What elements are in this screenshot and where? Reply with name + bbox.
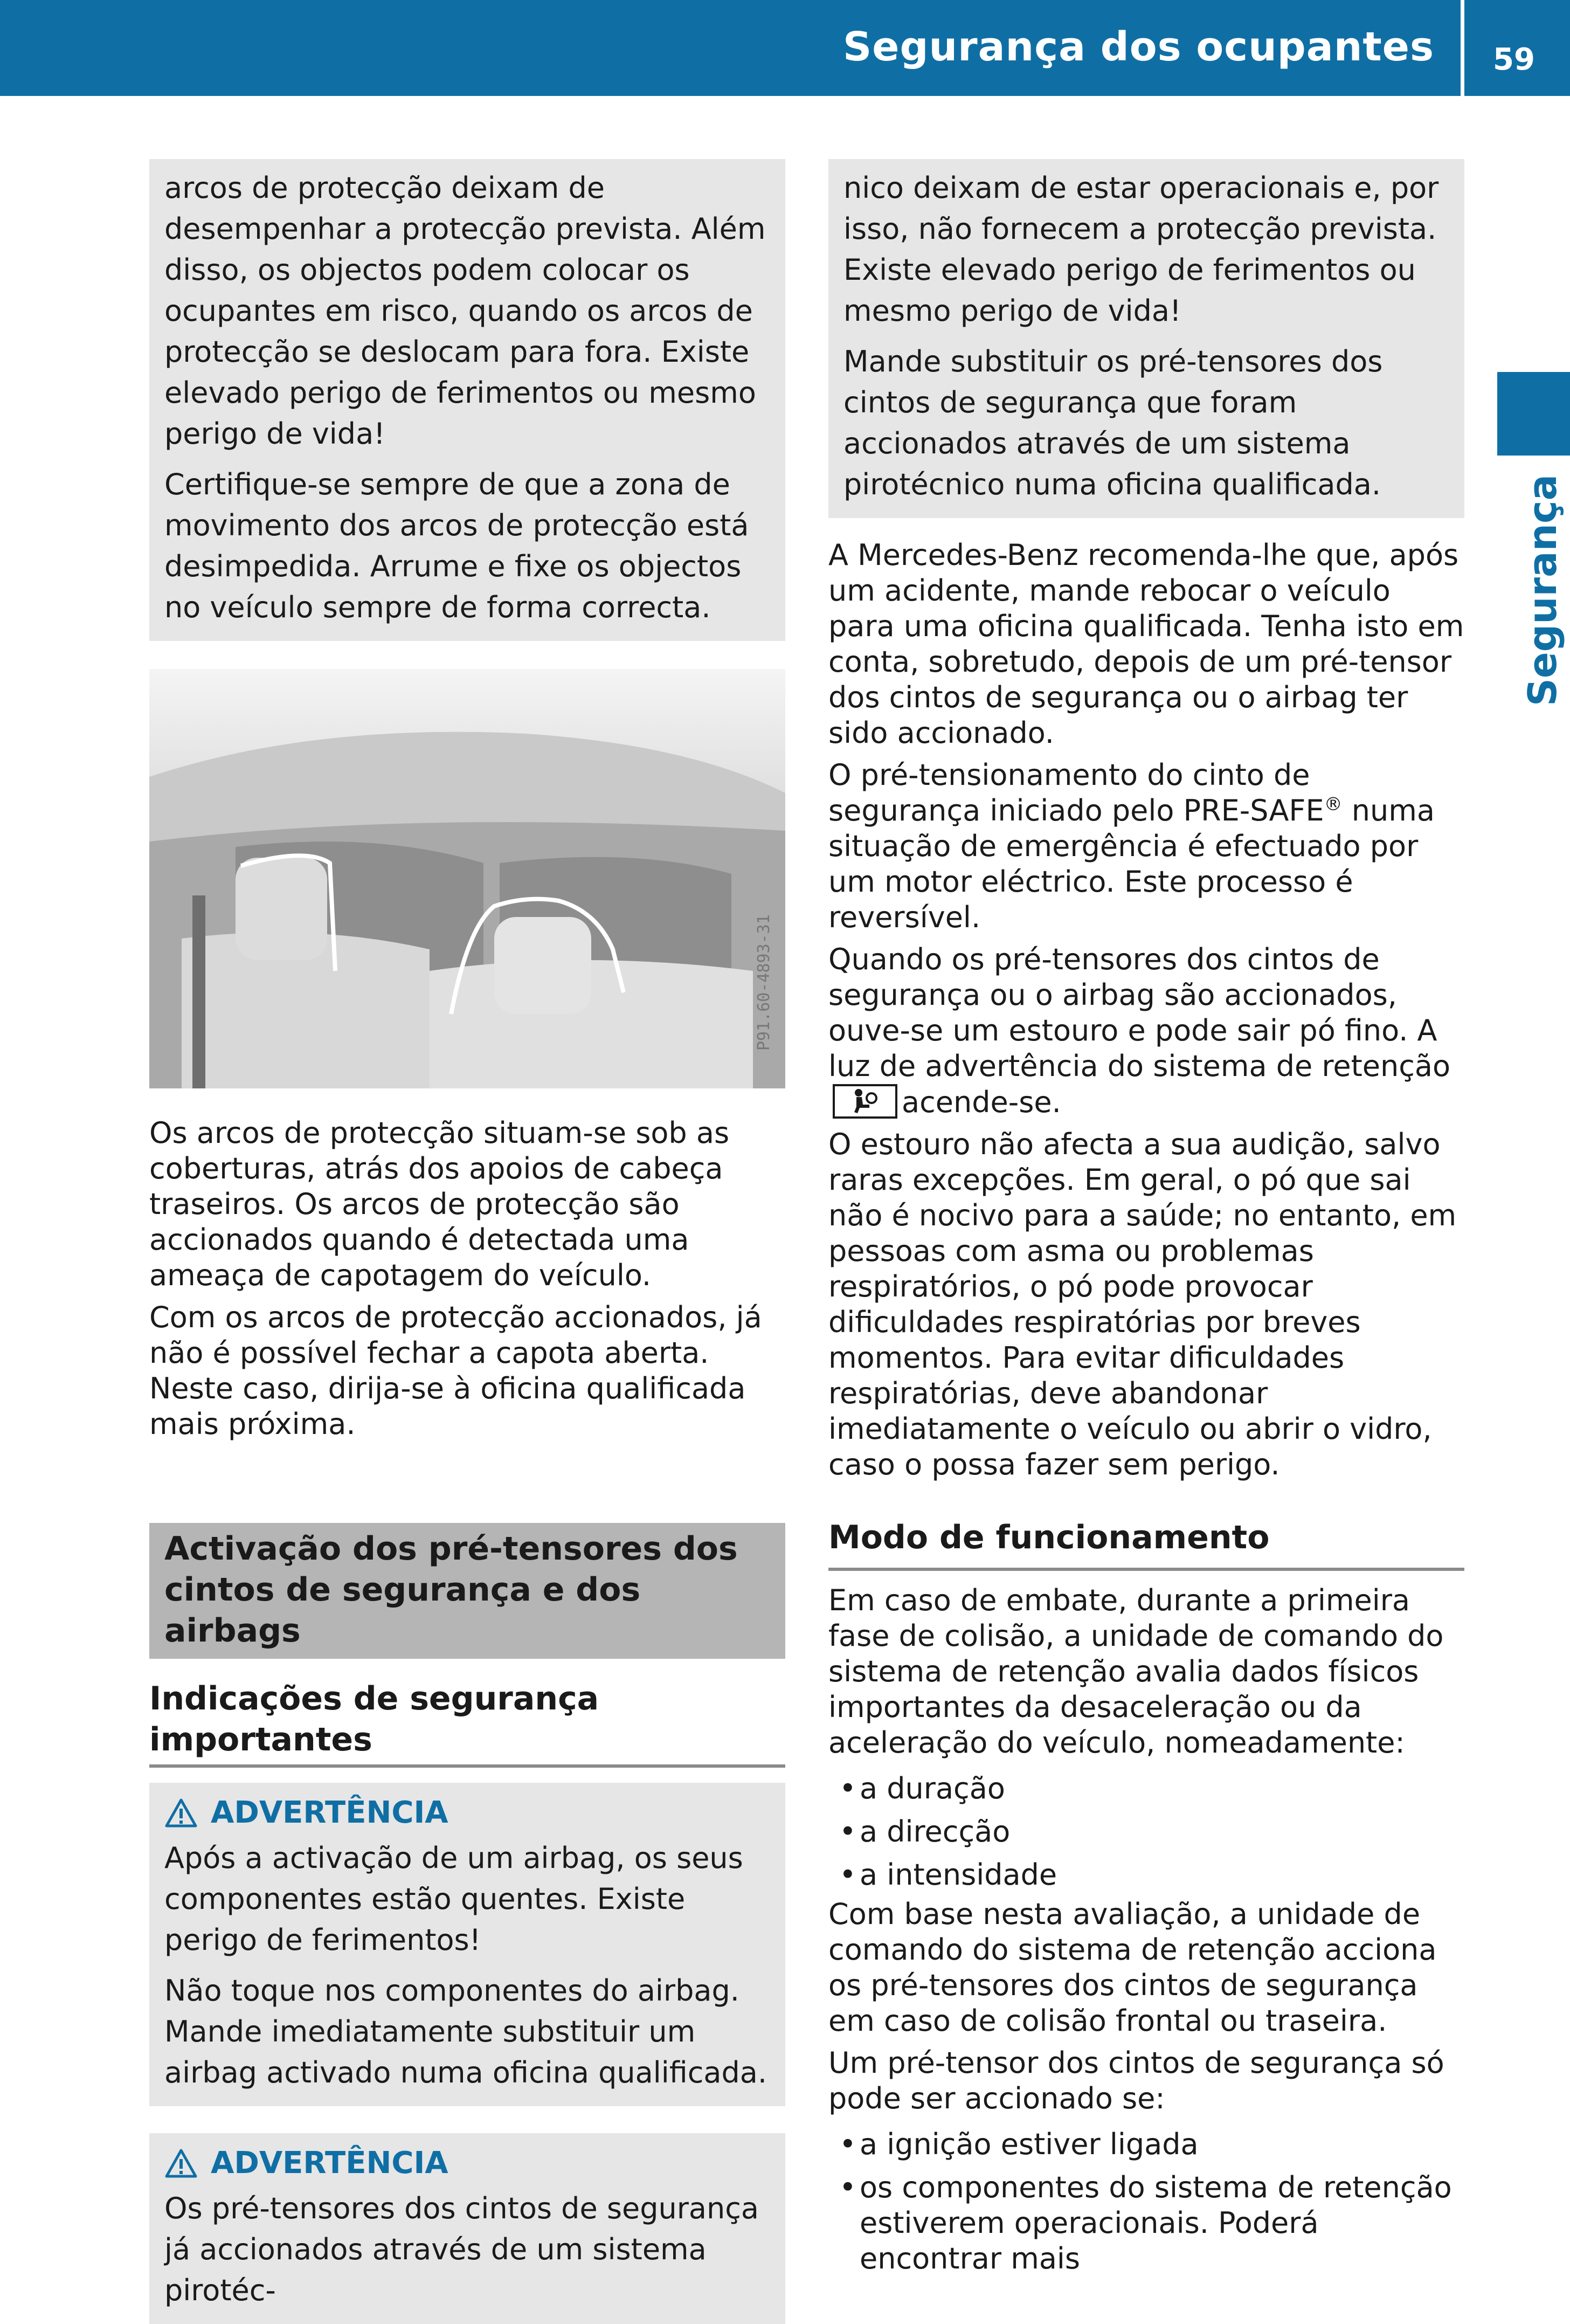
bullet-icon: •	[839, 1771, 856, 1805]
bullet-icon: •	[839, 2127, 856, 2161]
paragraph: Um pré-tensor dos cintos de segurança só pode ser accionado se:	[828, 2046, 1444, 2115]
warning-heading	[164, 1791, 770, 1835]
page-number: 59	[1493, 42, 1535, 77]
paragraph: Os arcos de protecção situam-se sob as coberturas, atrás dos apoios de cabeça traseiros. Os arcos de protecção são accionados quando é detectada uma ameaça de capotagem do veículo.	[149, 1116, 730, 1292]
warning-triangle-icon	[164, 1798, 198, 1828]
restraint-system-warning-icon	[833, 1084, 897, 1119]
roll-bar-photo	[149, 669, 785, 1088]
warning-title: ADVERTÊNCIA	[211, 2146, 448, 2181]
heading-rule	[828, 1568, 1464, 1571]
paragraph: Com base nesta avaliação, a unidade de comando do sistema de retenção acciona os pré-tensores dos cintos de segurança em caso de colisão frontal ou traseira.	[828, 1897, 1437, 2038]
warning-continued-box	[149, 159, 785, 641]
warning-text: Os pré-tensores dos cintos de segurança já accionados através de um sistema pirotéc-	[164, 2191, 759, 2307]
list-item-text: a ignição estiver ligada	[860, 2127, 1199, 2161]
paragraph	[828, 757, 1464, 935]
page-header	[0, 0, 1570, 96]
warning-text: Após a activação de um airbag, os seus componentes estão quentes. Existe perigo de ferimentos!	[164, 1841, 743, 1957]
heading-modo-funcionamento: Modo de funcionamento	[828, 1519, 1270, 1556]
header-divider	[1461, 0, 1464, 96]
registered-mark: ®	[1324, 794, 1343, 815]
warning-heading	[164, 2142, 770, 2185]
warning-continued-box	[828, 159, 1464, 518]
right-column	[828, 159, 1464, 2277]
list-item-text: os componentes do sistema de retenção estiverem operacionais. Poderá encontrar mais	[860, 2170, 1452, 2275]
list-item-text: a direcção	[860, 1815, 1011, 1849]
text-span: O pré-tensionamento do cinto de segurança iniciado pelo PRE-SAFE	[828, 758, 1324, 827]
side-tab-label: Segurança	[1520, 474, 1565, 706]
warning-text: arcos de protecção deixam de desempenhar a protecção prevista. Além disso, os objectos podem colocar os ocupantes em risco, quando os arcos de protecção se deslocam para fora. Existe elevado perigo de ferimentos ou mesmo perigo de vida!	[164, 171, 766, 451]
warning-triangle-icon	[164, 2148, 198, 2178]
section-title: Activação dos pré-tensores dos cintos de segurança e dos airbags	[149, 1523, 785, 1659]
warning-text: nico deixam de estar operacionais e, por isso, não fornecem a protecção prevista. Existe elevado perigo de ferimentos ou mesmo perigo de vida!	[843, 171, 1439, 328]
list-item	[828, 1767, 1464, 1810]
bullet-icon: •	[839, 1815, 856, 1849]
bullet-icon: •	[839, 1858, 856, 1892]
text-span: acende-se.	[902, 1085, 1061, 1119]
list-item-text: a duração	[860, 1771, 1005, 1805]
warning-box-2	[149, 2133, 785, 2324]
list-item	[828, 1810, 1464, 1853]
bullet-icon: •	[839, 2170, 856, 2204]
paragraph: Com os arcos de protecção accionados, já não é possível fechar a capota aberta. Neste caso, dirija-se à oficina qualificada mais próxima.	[149, 1300, 762, 1441]
paragraph	[828, 942, 1464, 1120]
image-reference-code: P91.60-4893-31	[755, 914, 773, 1051]
text-span: numa situação de emergência é efectuado por um motor eléctrico. Este processo é reversível.	[828, 794, 1435, 934]
list-item	[828, 2166, 1464, 2277]
list-item-text: a intensidade	[860, 1858, 1057, 1892]
header-title: Segurança dos ocupantes	[842, 24, 1434, 70]
list-item	[828, 2123, 1464, 2166]
paragraph: O estouro não afecta a sua audição, salvo raras excepções. Em geral, o pó que sai não é nocivo para a saúde; no entanto, em pessoas com asma ou problemas respiratórios, o pó pode provocar dificuldades respiratórias por breves momentos. Para evitar dificuldades respiratórias, deve abandonar imediatamente o veículo ou abrir o vidro, caso o possa fazer sem perigo.	[828, 1127, 1457, 1481]
warning-text: Não toque nos componentes do airbag. Mande imediatamente substituir um airbag activado numa oficina qualificada.	[164, 1974, 767, 2089]
left-column	[149, 159, 785, 2324]
subheading: Indicações de segurança importantes	[149, 1678, 785, 1768]
paragraph: Em caso de embate, durante a primeira fase de colisão, a unidade de comando do sistema de retenção avalia dados físicos importantes da desaceleração ou da aceleração do veículo, nomeadamente:	[828, 1583, 1444, 1760]
paragraph: A Mercedes-Benz recomenda-lhe que, após um acidente, mande rebocar o veículo para uma oficina qualificada. Tenha isto em conta, sobretudo, depois de um pré-tensor dos cintos de segurança ou o airbag ter sido accionado.	[828, 538, 1464, 750]
warning-text: Certifique-se sempre de que a zona de movimento dos arcos de protecção está desimpedida. Arrume e fixe os objectos no veículo sempre de forma correcta.	[164, 467, 749, 624]
warning-title: ADVERTÊNCIA	[211, 1795, 448, 1830]
roll-bar-illustration	[149, 669, 785, 1088]
warning-text: Mande substituir os pré-tensores dos cintos de segurança que foram accionados através de um sistema pirotécnico numa oficina qualificada.	[843, 344, 1383, 501]
text-span: Quando os pré-tensores dos cintos de segurança ou o airbag são accionados, ouve-se um estouro e pode sair pó fino. A luz de advertência do sistema de retenção	[828, 942, 1451, 1083]
warning-box-1	[149, 1783, 785, 2106]
list-item	[828, 1853, 1464, 1897]
side-tab-marker	[1497, 372, 1570, 456]
